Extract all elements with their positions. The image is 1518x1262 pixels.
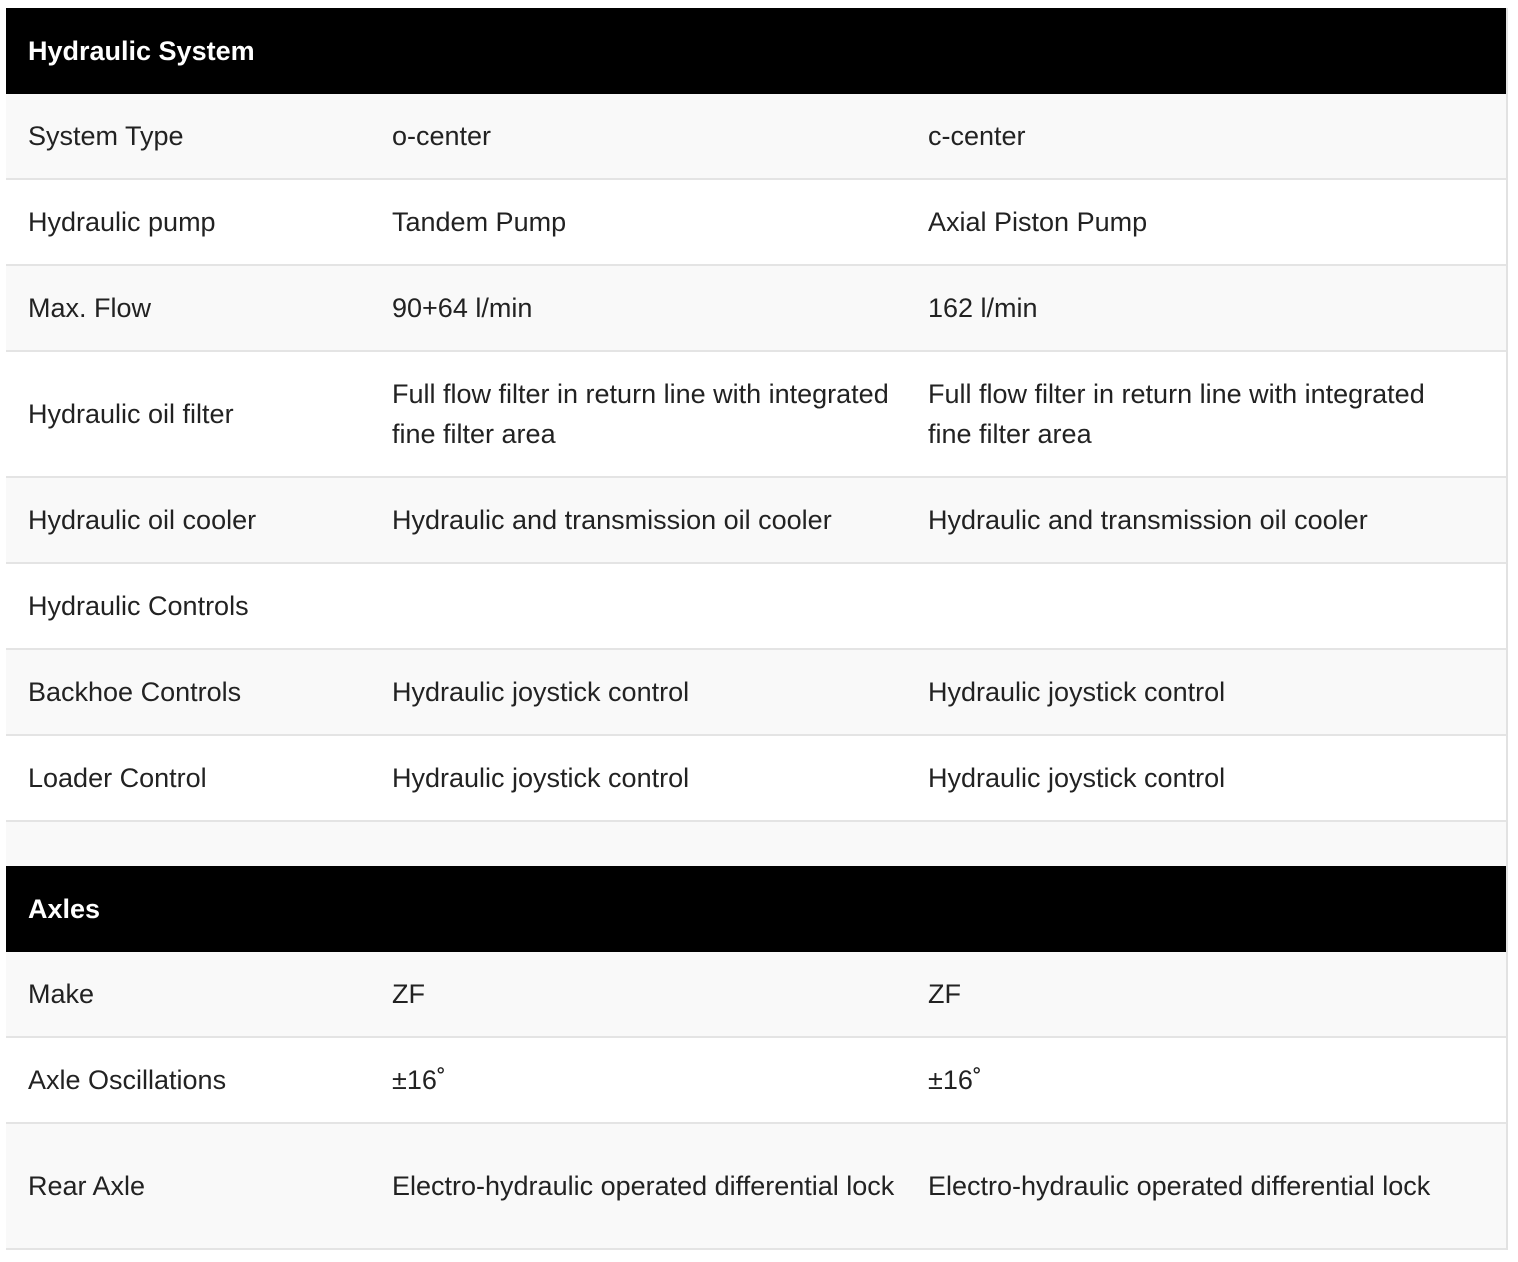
row-value-1: 90+64 l/min [392, 293, 533, 323]
row-label: Loader Control [28, 763, 207, 793]
row-value-1: ±16˚ [392, 1065, 446, 1095]
table-row [6, 352, 1506, 478]
row-label: Backhoe Controls [28, 677, 242, 707]
row-label: Hydraulic oil filter [28, 399, 234, 429]
row-label: Max. Flow [28, 293, 152, 323]
row-label: Hydraulic pump [28, 207, 216, 237]
row-value-2: 162 l/min [928, 293, 1038, 323]
row-value-2: Axial Piston Pump [928, 207, 1148, 237]
section-header-hydraulic-system [6, 8, 1506, 94]
row-value-1: ZF [392, 979, 425, 1009]
row-value-2: c-center [928, 121, 1026, 151]
section-title: Axles [28, 893, 101, 924]
table-row [6, 180, 1506, 266]
row-value-2: ±16˚ [928, 1065, 982, 1095]
section-spacer [6, 822, 1506, 866]
row-label: Hydraulic oil cooler [28, 505, 257, 535]
row-value-1: Electro-hydraulic operated differential lock [392, 1171, 895, 1201]
row-label: Make [28, 979, 95, 1009]
table-row [6, 564, 1506, 650]
row-value-1: Hydraulic joystick control [392, 677, 690, 707]
row-value-1: Hydraulic joystick control [392, 763, 690, 793]
row-value-2: Full flow filter in return line with integrated fine filter area [928, 379, 1425, 449]
row-value-1: Hydraulic and transmission oil cooler [392, 505, 832, 535]
table-row [6, 478, 1506, 564]
row-label: System Type [28, 121, 184, 151]
row-value-2: Hydraulic joystick control [928, 763, 1226, 793]
table-row [6, 650, 1506, 736]
table-row [6, 266, 1506, 352]
table-row [6, 1124, 1506, 1250]
row-label: Rear Axle [28, 1171, 146, 1201]
table-row [6, 1038, 1506, 1124]
spec-table [6, 8, 1508, 1250]
row-value-1: o-center [392, 121, 492, 151]
row-label: Hydraulic Controls [28, 591, 249, 621]
row-label: Axle Oscillations [28, 1065, 227, 1095]
table-row [6, 952, 1506, 1038]
row-value-2: Hydraulic and transmission oil cooler [928, 505, 1368, 535]
row-value-2: ZF [928, 979, 961, 1009]
row-value-2: Hydraulic joystick control [928, 677, 1226, 707]
row-value-1: Tandem Pump [392, 207, 567, 237]
section-title: Hydraulic System [28, 35, 255, 66]
row-value-2: Electro-hydraulic operated differential lock [928, 1171, 1431, 1201]
section-header-axles [6, 866, 1506, 952]
row-value-1: Full flow filter in return line with integrated fine filter area [392, 379, 889, 449]
table-row [6, 736, 1506, 822]
table-row [6, 94, 1506, 180]
